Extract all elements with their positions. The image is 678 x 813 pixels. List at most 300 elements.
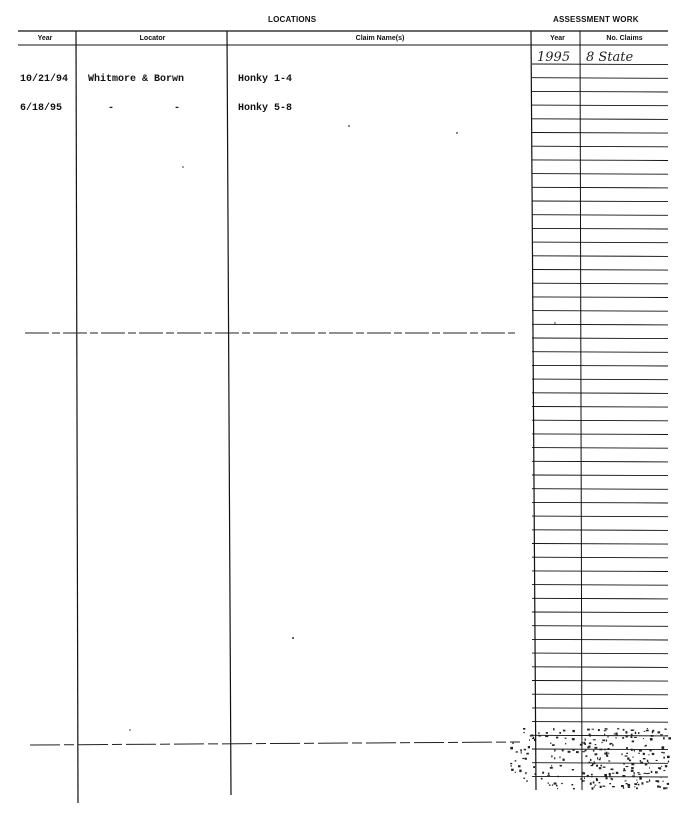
scan-noise-speck [623,787,624,789]
scan-noise-speck [631,737,633,738]
scan-noise-speck [623,763,625,764]
scan-noise-speck [627,784,630,787]
scan-noise-speck [583,780,585,781]
scan-noise-speck [631,749,633,751]
scan-noise-speck [551,755,552,757]
year-column-header: Year [37,35,53,42]
scan-noise-speck [554,783,557,785]
scan-noise-speck [608,748,610,750]
scan-noise-speck [632,757,633,758]
scan-noise-speck [582,751,585,752]
scan-noise-speck [556,737,558,739]
scan-noise-speck [592,729,594,730]
scan-noise-speck [628,787,630,788]
scan-noise-speck [594,761,595,762]
assessment-rule-line [532,160,668,161]
scan-noise-speck [584,777,585,779]
assessment-rule-line [532,174,668,175]
scan-noise-speck [533,766,535,768]
scan-noise-speck [649,754,650,755]
scan-noise-speck [594,747,597,749]
assessment-rule-line [532,91,668,92]
scan-noise-speck [512,743,514,744]
scan-noise-speck [548,783,549,784]
scan-noise-speck [523,732,525,733]
scan-noise-speck [554,749,555,751]
assessment-rule-line [532,626,668,627]
aw-year-column-header: Year [550,35,565,42]
scan-noise-speck [550,767,553,769]
assessment-rule-line [532,763,668,764]
scan-noise-speck [634,772,635,774]
claim-names-column-header: Claim Name(s) [355,35,405,42]
scan-noise-speck [585,750,586,751]
assessment-rule-line [532,448,668,449]
scan-noise-speck [667,783,669,785]
scan-noise-speck [639,750,642,752]
scan-noise-speck [663,737,665,739]
scan-noise-speck [625,755,628,756]
scan-noise-speck [668,761,669,763]
scan-noise-speck [632,730,634,731]
scan-noise-speck [646,730,649,731]
scan-noise-speck [626,783,628,784]
assessment-rule-line [532,516,668,517]
scan-noise-speck [638,784,640,786]
scan-noise-speck [663,781,664,782]
scan-noise-speck [612,778,613,781]
scan-noise-speck [580,778,582,779]
scan-noise-speck [652,753,654,755]
location-row-1-year: 10/21/94 [20,74,69,85]
scan-noise-speck [634,749,635,751]
assessment-rule-line [532,776,668,777]
scan-noise-speck [608,760,610,761]
scan-noise-speck [554,757,555,759]
scan-noise-speck [593,750,595,752]
scan-noise-speck [614,733,615,734]
scan-noise-speck [631,767,634,769]
scan-noise-speck [534,739,536,741]
scan-noise-speck [511,769,514,771]
scan-noise-speck [595,785,597,786]
scan-noise-speck [636,780,637,781]
scan-noise-speck [649,779,650,781]
scan-noise-speck [665,735,668,736]
scan-noise-speck [552,784,553,785]
assessment-rule-line [532,228,668,229]
scan-noise-speck [599,749,602,751]
assessment-rule-line [532,119,668,120]
scan-noise-speck [576,751,579,753]
scan-noise-speck [626,753,628,754]
scan-noise-speck [647,760,648,762]
scan-noise-speck [626,747,628,749]
location-row-1-claims: Honky 1-4 [238,74,293,85]
location-row-1-locator: Whitmore & Borwn [88,74,185,85]
scan-noise-speck [623,729,625,731]
scan-noise-speck [572,769,574,770]
scan-noise-speck [668,737,671,739]
scan-noise-speck [518,765,521,767]
scan-noise-speck [637,782,638,783]
scan-noise-speck [510,763,512,764]
assessment-rule-line [532,270,668,271]
locator-column-header: Locator [139,35,166,42]
scan-noise-speck [642,782,644,784]
scan-noise-speck [611,778,612,780]
scan-noise-speck [663,787,666,789]
assessment-rule-line [532,324,668,325]
scan-noise-speck [656,760,658,761]
scan-noise-speck [592,787,594,789]
scan-noise-speck [585,738,586,740]
scan-noise-speck [571,784,573,786]
scan-noise-speck [665,729,667,730]
assessment-rule-line [532,502,668,503]
scan-noise-speck [526,780,528,781]
scan-noise-speck [649,767,650,768]
scan-noise-speck [565,743,566,745]
assessment-work-heading: ASSESSMENT WORK [553,15,639,24]
scan-noise-speck [604,734,605,736]
scan-noise-speck [595,744,597,745]
locations-heading: LOCATIONS [268,15,317,24]
scan-noise-speck [573,788,575,790]
assessment-rule-line [532,653,668,654]
scan-noise-speck [631,770,634,772]
scan-noise-speck [525,758,527,760]
scan-noise-speck [580,744,583,746]
scan-noise-speck [541,778,543,780]
scan-noise-speck [602,740,605,742]
scan-noise-speck [616,772,619,774]
scan-noise-speck [660,734,663,735]
scan-noise-speck [660,786,661,788]
scan-noise-speck [663,770,665,771]
scan-noise-speck [535,773,537,775]
scan-noise-speck [646,773,649,774]
scan-noise-speck [568,751,571,753]
scan-noise-speck [637,772,639,773]
scan-noise-speck [604,774,607,777]
scan-noise-speck [638,753,639,754]
scan-noise-speck [645,764,648,766]
scan-noise-speck [599,759,601,760]
scan-noise-speck [626,735,628,737]
assessment-rule-line [532,365,668,366]
scan-noise-speck [604,730,607,731]
assessment-rule-line [532,571,668,572]
assessment-rule-line [532,598,668,599]
scan-noise-speck [599,767,602,769]
scan-noise-speck [550,743,551,744]
scan-noise-speck [615,733,617,735]
scan-noise-speck [592,763,594,765]
assessment-rule-line [532,461,668,462]
location-row-2-locator: - - [108,103,181,114]
scan-noise-speck [529,739,530,740]
scan-noise-speck [531,735,534,737]
scan-noise-speck [606,740,607,742]
assessment-rule-line [532,544,668,545]
scan-noise-speck [609,773,611,775]
assessment-rule-line [532,530,668,531]
scan-noise-speck [667,756,670,758]
scan-noise-speck [599,782,601,783]
assessment-rule-line [532,187,668,188]
location-row-2-claims: Honky 5-8 [238,103,293,114]
assessment-rule-line [532,201,668,202]
assessment-rule-line [532,146,668,147]
scan-noise-speck [632,741,634,743]
scan-noise-speck [650,738,653,741]
scan-noise-speck [583,742,585,744]
scan-noise-speck [510,747,513,750]
scan-noise-speck [563,759,565,761]
scan-noise-speck [606,777,608,779]
scan-noise-speck [538,736,541,737]
scan-noise-speck [562,749,564,751]
location-row-2-year: 6/18/95 [20,103,63,114]
assessment-rule-line [532,722,668,723]
assessment-rule-line [532,489,668,490]
scan-noise-speck [601,742,602,743]
scan-noise-speck [626,766,629,767]
scan-noise-speck [645,745,647,746]
scan-noise-speck [648,762,649,763]
scan-noise-speck [612,786,615,787]
scan-noise-speck [658,731,661,733]
scan-noise-speck [644,773,646,774]
assessment-rule-line [532,639,668,640]
scan-noise-speck [629,760,631,762]
scan-noise-speck [582,772,584,774]
scan-noise-speck [589,742,591,744]
scan-noise-speck [621,753,622,755]
assessment-rule-line [532,352,668,353]
assessment-rule-line [532,612,668,613]
scan-noise-speck [522,758,524,759]
scan-noise-speck [640,760,641,762]
scan-noise-speck [631,763,634,765]
scan-noise-speck [515,772,516,773]
scan-noise-speck [553,728,554,730]
scan-noise-speck [632,775,635,777]
assessment-rule-line [532,407,668,408]
scan-noise-speck [600,786,602,788]
assessment-rule-line [532,133,668,134]
scan-noise-speck [603,786,606,787]
scan-noise-speck [590,762,592,763]
scan-noise-speck [658,767,661,769]
scan-noise-speck [643,738,644,739]
scan-noise-speck [644,731,646,732]
scan-noise-speck [638,732,639,734]
assessment-rule-line [532,338,668,339]
scan-noise-speck [601,765,603,767]
scan-noise-speck [556,785,558,787]
scan-noise-speck [646,781,649,782]
scan-noise-speck [526,753,529,755]
scan-noise-speck [612,744,613,746]
scan-noise-speck [587,729,590,731]
scan-noise-speck [609,775,611,777]
aw-claims-column-header: No. Claims [606,35,643,42]
scan-noise-speck [596,765,598,767]
scan-noise-speck [546,732,548,734]
scan-noise-speck [651,735,654,737]
scan-noise-speck [588,746,590,748]
assessment-row-1-year: 1995 [537,50,571,65]
scan-noise-speck [607,736,609,737]
assessment-rule-line [532,557,668,558]
scan-noise-speck [651,771,653,773]
scan-noise-speck [647,728,648,729]
scan-noise-speck [591,776,593,777]
scan-noise-speck [585,755,587,757]
assessment-rule-line [532,215,668,216]
scan-noise-speck [639,778,642,780]
scan-noise-speck [609,783,611,784]
scan-noise-speck [572,730,575,732]
scan-noise-speck [640,762,643,764]
scan-noise-speck [612,773,614,774]
scan-noise-speck [594,786,595,787]
scan-noise-speck [523,778,525,779]
scan-noise-speck [605,728,608,730]
assessment-rule-line [532,708,668,709]
scan-noise-speck [511,765,512,767]
scan-noise-speck [624,768,625,770]
assessment-rule-line [532,256,668,257]
scan-noise-speck [549,785,551,786]
scan-noise-speck [643,758,646,759]
scan-noise-speck [655,771,658,773]
scan-noise-speck [519,770,521,773]
scan-noise-speck [627,758,629,760]
scan-noise-speck [598,729,600,731]
scan-noise-speck [563,730,566,732]
assessment-rule-line [532,311,668,312]
scan-noise-speck [663,757,665,759]
scan-noise-speck [594,763,596,764]
scan-noise-speck [611,769,614,771]
scan-noise-speck [582,780,583,782]
scan-noise-speck [590,782,592,785]
scan-noise-speck [533,737,534,739]
scan-noise-speck [573,749,575,751]
assessment-rule-line [532,379,668,380]
scan-noise-speck [603,767,606,768]
scan-noise-speck [557,776,559,777]
assessment-rule-line [532,735,668,736]
scan-noise-speck [656,780,658,782]
scan-noise-speck [634,783,637,785]
assessment-rule-line [532,434,668,435]
scan-noise-speck [520,749,522,751]
scan-noise-speck [523,728,525,730]
scan-noise-speck [551,765,552,766]
assessment-rule-line [532,242,668,243]
scan-noise-speck [535,762,536,763]
scan-noise-speck [559,732,561,734]
assessment-rule-line [532,105,668,106]
assessment-rule-line [532,667,668,668]
scan-noise-speck [616,735,618,736]
scan-noise-speck [622,737,624,739]
scan-noise-speck [643,753,645,755]
scan-noise-speck [636,788,638,790]
assessment-row-1-claims: 8 State [586,50,634,65]
scan-noise-speck [560,765,562,767]
scan-noise-speck [617,728,619,729]
scan-noise-speck [652,730,654,732]
scan-noise-speck [666,787,667,789]
scan-noise-speck [615,737,616,738]
scan-noise-speck [597,757,598,759]
scan-noise-speck [650,749,652,751]
scan-noise-speck [515,760,517,761]
assessment-rule-line [532,420,668,421]
scan-noise-speck [545,735,548,737]
scan-noise-speck [593,739,596,740]
scan-noise-speck [610,743,611,745]
scan-noise-speck [557,788,558,789]
scan-noise-speck [631,734,632,736]
scan-noise-speck [524,749,526,751]
assessment-rule-line [532,393,668,394]
scan-noise-speck [660,777,662,778]
assessment-rule-line [532,681,668,682]
scan-noise-speck [665,765,667,767]
scan-noise-speck [625,780,627,781]
scan-noise-speck [593,781,595,783]
scan-noise-speck [587,775,589,777]
scan-noise-speck [596,779,598,782]
scan-noise-speck [604,749,605,751]
scan-noise-speck [590,759,591,761]
scan-noise-speck [581,742,583,743]
scan-noise-speck [547,776,549,777]
scan-noise-speck [661,766,662,767]
assessment-rule-line [532,694,668,695]
scan-noise-speck [657,786,660,788]
scan-noise-speck [560,756,561,758]
scan-noise-speck [662,746,665,748]
scan-noise-speck [561,783,563,784]
assessment-rule-line [532,585,668,586]
scan-noise-speck [606,754,608,756]
scan-noise-speck [548,773,550,775]
scan-noise-speck [626,731,628,734]
scan-noise-speck [538,732,539,734]
scan-noise-speck [589,762,591,764]
scan-noise-speck [525,772,526,774]
scan-noise-speck [521,752,522,754]
scan-noise-speck [657,780,659,782]
scan-noise-speck [591,774,593,776]
assessment-rule-line [532,283,668,284]
scan-noise-speck [572,738,575,740]
scan-noise-speck [635,732,636,734]
assessment-rule-line [532,78,668,79]
scan-noise-speck [595,753,598,755]
scan-noise-speck [634,737,637,738]
scan-noise-speck [638,774,640,775]
scan-noise-speck [528,746,530,748]
assessment-rule-line [532,475,668,476]
